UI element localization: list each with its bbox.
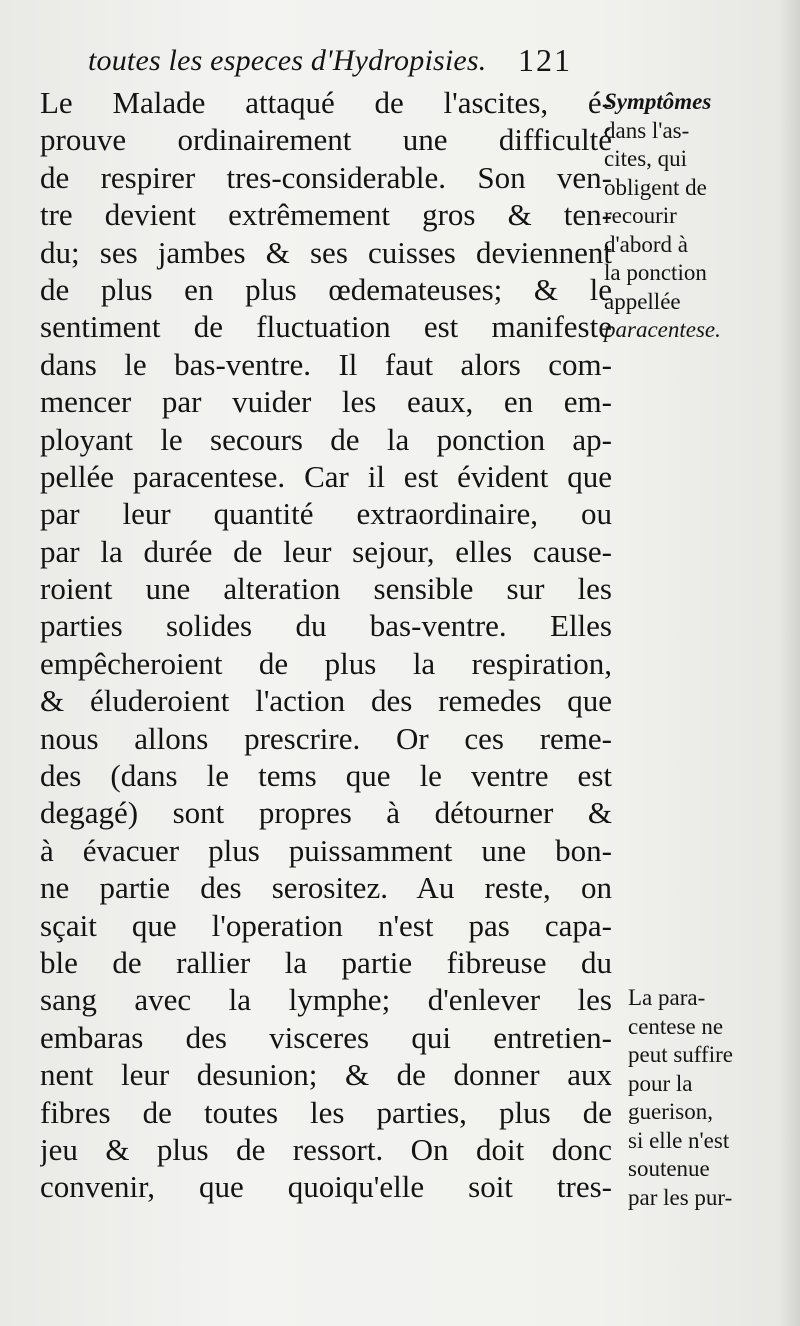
- text-line: embaras des visceres qui entretien-: [40, 1019, 612, 1055]
- text-line: ble de rallier la partie fibreuse du: [40, 944, 612, 980]
- text-line: à évacuer plus puissamment une bon-: [40, 832, 612, 868]
- text-line: parties solides du bas-ventre. Elles: [40, 608, 612, 644]
- text-line: degagé) sont propres à détourner &: [40, 795, 612, 831]
- text-line: dans le bas-ventre. Il faut alors com-: [40, 346, 612, 382]
- margin-note-line: paracentese.: [604, 317, 721, 342]
- margin-note-line: appellée: [604, 288, 681, 314]
- page-header: [88, 44, 588, 84]
- margin-note-line: soutenue: [628, 1156, 710, 1181]
- text-line: jeu & plus de ressort. On doit donc: [40, 1131, 612, 1167]
- page-number: 121: [518, 42, 572, 78]
- text-line: ne partie des serositez. Au reste, on: [40, 870, 612, 906]
- text-line: nous allons prescrire. Or ces reme-: [40, 720, 612, 756]
- margin-note-line: la ponction: [604, 260, 707, 285]
- text-line: Le Malade attaqué de l'ascites, é-: [40, 85, 612, 120]
- margin-note-paracentese: [628, 984, 788, 1212]
- text-line: du; ses jambes & ses cuisses deviennent: [40, 234, 612, 270]
- margin-note-line: guerison,: [628, 1099, 713, 1124]
- running-head: toutes les especes d'Hydropisies.: [88, 44, 487, 77]
- text-line: tre devient extrêmement gros & ten-: [40, 197, 612, 233]
- text-line: de respirer tres-considerable. Son ven-: [40, 159, 612, 195]
- margin-note-line: recourir: [604, 203, 677, 228]
- text-line: & éluderoient l'action des remedes que: [40, 683, 612, 719]
- text-line: fibres de toutes les parties, plus de: [40, 1094, 612, 1130]
- text-line: sang avec la lymphe; d'enlever les: [40, 982, 612, 1018]
- margin-note-line: centese ne: [628, 1013, 724, 1039]
- main-text-block: [40, 84, 612, 1206]
- margin-note-line: dans l'as-: [604, 117, 690, 143]
- text-line: pellée paracentese. Car il est évident que: [40, 458, 612, 494]
- margin-note-line: pour la: [628, 1070, 693, 1096]
- margin-note-line: par les pur-: [628, 1184, 733, 1210]
- text-line: mencer par vuider les eaux, en em-: [40, 384, 612, 420]
- text-line: de plus en plus œdemateuses; & le: [40, 271, 612, 307]
- text-line: convenir, que quoiqu'elle soit tres-: [40, 1169, 612, 1205]
- margin-note-line: obligent de: [604, 174, 707, 200]
- text-line: sentiment de fluctuation est manifeste: [40, 309, 612, 345]
- text-line: des (dans le tems que le ventre est: [40, 758, 612, 794]
- text-line: nent leur desunion; & de donner aux: [40, 1057, 612, 1093]
- text-line: par la durée de leur sejour, elles cause-: [40, 533, 612, 569]
- text-line: roient une alteration sensible sur les: [40, 571, 612, 607]
- margin-note-line: La para-: [628, 985, 706, 1010]
- margin-note-line: Symptômes: [604, 89, 712, 114]
- margin-note-symptoms: [604, 88, 774, 345]
- text-line: empêcheroient de plus la respiration,: [40, 645, 612, 681]
- text-line: sçait que l'operation n'est pas capa-: [40, 907, 612, 943]
- text-line: prouve ordinairement une difficulté: [40, 122, 612, 158]
- margin-note-line: d'abord à: [604, 231, 688, 257]
- margin-note-line: si elle n'est: [628, 1127, 730, 1153]
- margin-note-line: cites, qui: [604, 146, 688, 171]
- margin-note-line: peut suffire: [628, 1042, 733, 1067]
- text-line: ployant le secours de la ponction ap-: [40, 421, 612, 457]
- text-line: par leur quantité extraordinaire, ou: [40, 496, 612, 532]
